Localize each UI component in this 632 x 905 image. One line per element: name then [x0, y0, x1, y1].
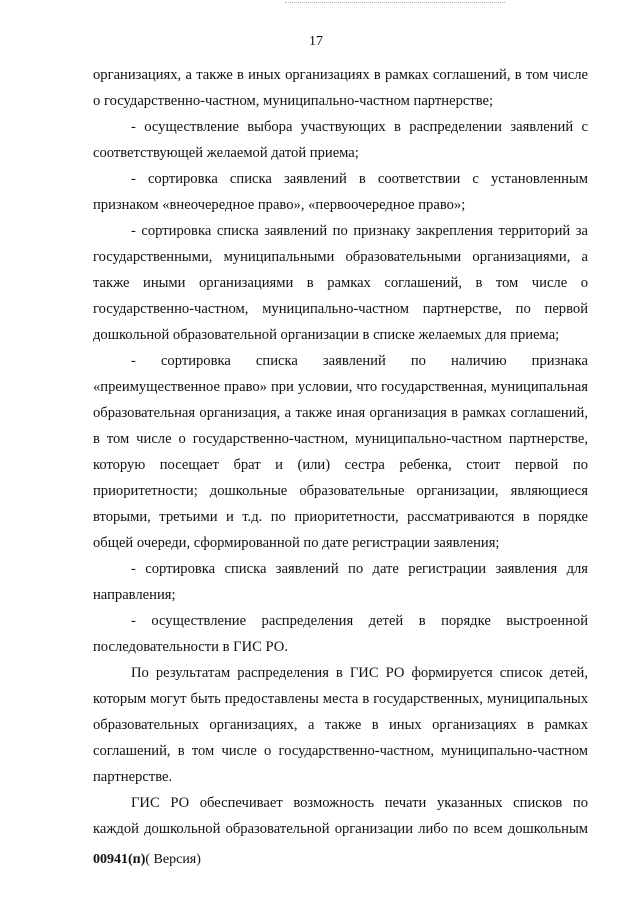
document-footer — [93, 850, 201, 870]
paragraph-3: - сортировка списка заявлений по признаку закрепления территорий за государственными, муниципальными образовательными организациями, а также иными организациями в рамках соглашений, в том числе о государственно-частном, муниципально-частном партнерстве, по первой дошкольной образовательной организации в списке желаемых для приема; — [93, 223, 588, 343]
paragraph-2: - сортировка списка заявлений в соответствии с установленным признаком «внеочередное право», «первоочередное право»; — [93, 171, 588, 213]
paragraph-5: - сортировка списка заявлений по дате регистрации заявления для направления; — [93, 561, 588, 603]
paragraph-7: По результатам распределения в ГИС РО формируется список детей, которым могут быть предоставлены места в государственных, муниципальных образовательных организациях, а также в иных организациях в рамках соглашений, в том числе о государственно-частном, муниципально-частном партнерстве. — [93, 665, 588, 785]
page-number: 17 — [309, 34, 323, 49]
footer-document-code: 00941(п) — [93, 852, 146, 867]
top-edge-rule — [285, 2, 505, 3]
footer-version: ( Версия) — [145, 852, 201, 867]
paragraph-0: организациях, а также в иных организациях в рамках соглашений, в том числе о государственно-частном, муниципально-частном партнерстве; — [93, 67, 588, 109]
paragraph-6: - осуществление распределения детей в порядке выстроенной последовательности в ГИС РО. — [93, 613, 588, 655]
paragraph-8: ГИС РО обеспечивает возможность печати указанных списков по каждой дошкольной образовательной организации либо по всем дошкольным — [93, 795, 588, 837]
document-body — [93, 62, 588, 842]
paragraph-1: - осуществление выбора участвующих в распределении заявлений с соответствующей желаемой датой приема; — [93, 119, 588, 161]
paragraph-4: - сортировка списка заявлений по наличию признака «преимущественное право» при условии, что государственная, муниципальная образовательная организация, а также иная организация в рамках соглашений, в том числе о государственно-частном, муниципально-частном партнерстве, которую посещает брат и (или) сестра ребенка, стоит первой по приоритетности; дошкольные образовательные организации, являющиеся вторыми, третьими и т.д. по приоритетности, рассматриваются в порядке общей очереди, сформированной по дате регистрации заявления; — [93, 353, 588, 551]
